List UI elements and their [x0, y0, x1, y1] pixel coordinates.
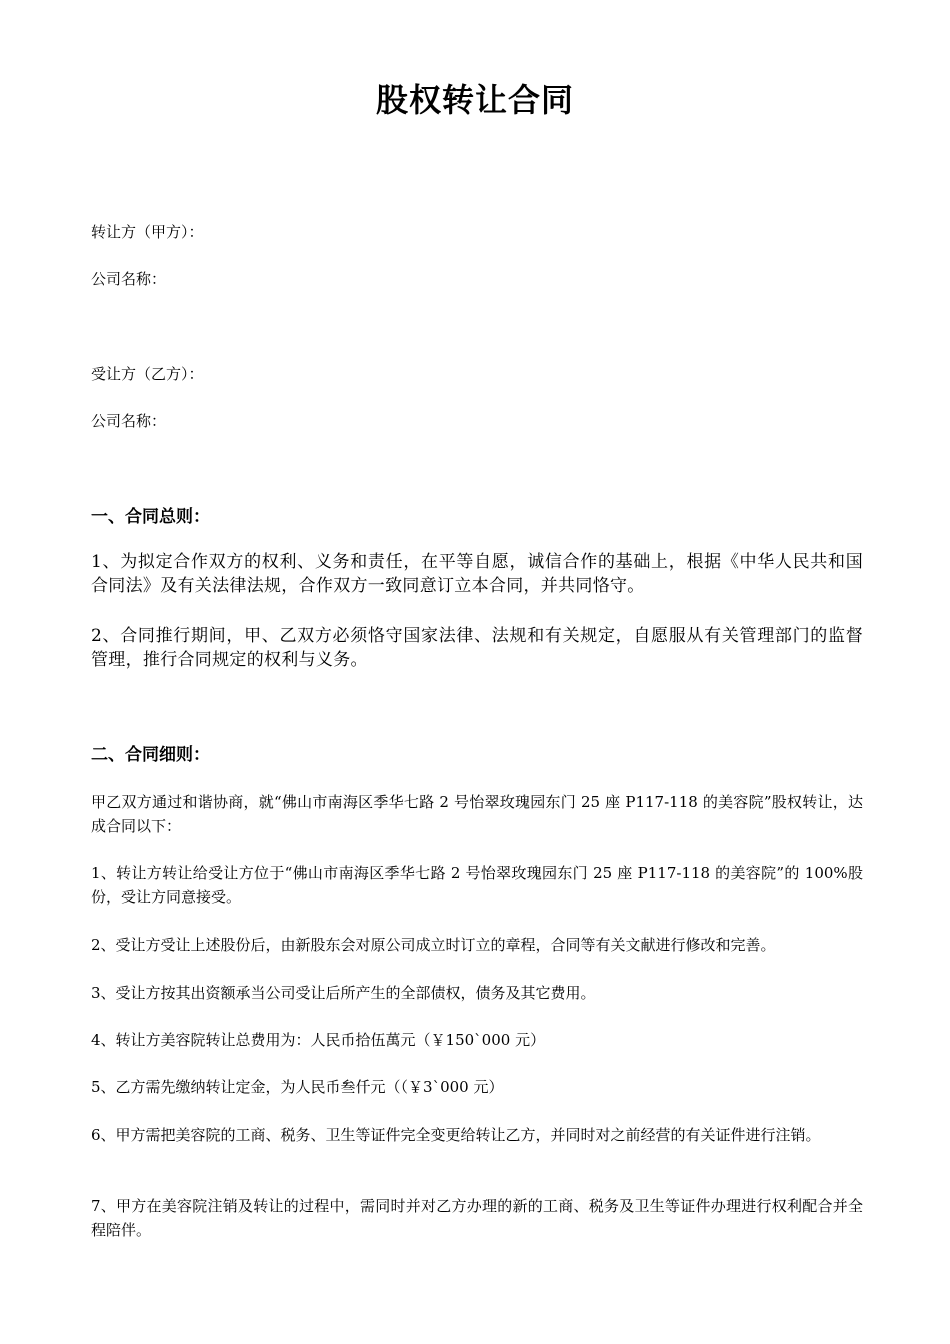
general-clause-1: 1、为拟定合作双方的权利、义务和责任，在平等自愿，诚信合作的基础上，根据《中华人民共和国合同法》及有关法律法规，合作双方一致同意订立本合同，并共同恪守。 [91, 552, 863, 596]
transferor-label: 转让方（甲方）： [91, 223, 204, 241]
details-clause-5: 5、乙方需先缴纳转让定金，为人民币叁仟元（（￥3`000 元） [91, 1078, 504, 1096]
section-heading-details: 二、合同细则： [91, 745, 210, 765]
details-clause-7: 7、甲方在美容院注销及转让的过程中，需同时并对乙方办理的新的工商、税务及卫生等证件办理进行权利配合并全程陪伴。 [91, 1197, 863, 1239]
details-clause-2: 2、受让方受让上述股份后，由新股东会对原公司成立时订立的章程，合同等有关文献进行修改和完善。 [91, 936, 776, 954]
details-clause-6: 6、甲方需把美容院的工商、税务、卫生等证件完全变更给转让乙方，并同时对之前经营的有关证件进行注销。 [91, 1126, 821, 1144]
details-clause-1: 1、转让方转让给受让方位于“佛山市南海区季华七路 2 号怡翠玫瑰园东门 25 座 P117-118 的美容院”的 100%股份，受让方同意接受。 [91, 864, 863, 906]
general-clause-2: 2、合同推行期间，甲、乙双方必须恪守国家法律、法规和有关规定，自愿服从有关管理部门的监督管理，推行合同规定的权利与义务。 [91, 626, 863, 670]
details-clause-4: 4、转让方美容院转让总费用为：人民币拾伍萬元（￥150`000 元） [91, 1031, 546, 1049]
details-intro: 甲乙双方通过和谐协商，就“佛山市南海区季华七路 2 号怡翠玫瑰园东门 25 座 P117-118 的美容院”股权转让，达成合同以下： [91, 793, 863, 835]
transferee-company-label: 公司名称： [91, 412, 167, 430]
document-title: 股权转让合同 [375, 81, 574, 119]
details-clause-3: 3、受让方按其出资额承当公司受让后所产生的全部债权，债务及其它费用。 [91, 984, 596, 1002]
transferor-company-label: 公司名称： [91, 270, 167, 288]
transferee-label: 受让方（乙方）： [91, 365, 204, 383]
section-heading-general: 一、合同总则： [91, 507, 210, 527]
